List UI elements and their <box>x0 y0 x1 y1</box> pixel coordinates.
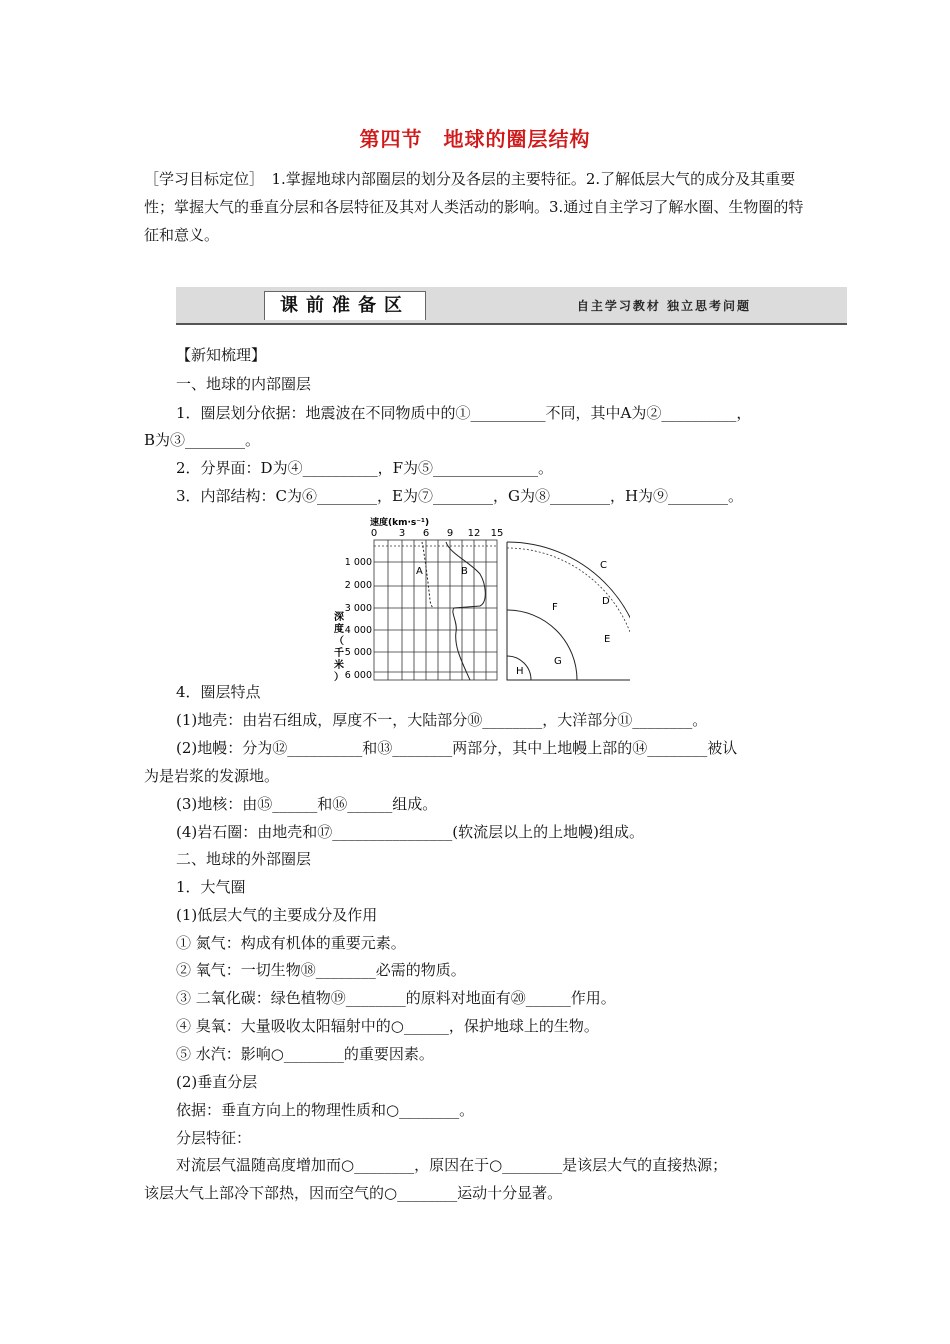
depth-char: （ <box>334 636 344 647</box>
label-f: F <box>552 602 558 613</box>
label-d: D <box>602 596 610 607</box>
question-line: 依据：垂直方向上的物理性质和○________。 <box>176 1101 475 1119</box>
label-c: C <box>600 560 607 571</box>
wave-curve-b <box>446 542 485 680</box>
question-line: 2．分界面：D为④__________，F为⑤______________。 <box>176 459 553 477</box>
speed-axis-label: 速度(km·s⁻¹) <box>370 518 430 528</box>
question-line: ④ 臭氧：大量吸收太阳辐射中的○______，保护地球上的生物。 <box>176 1017 599 1035</box>
section-title: 第四节 地球的圈层结构 <box>359 127 591 151</box>
earth-interior-figure <box>330 512 630 686</box>
question-line: B为③________。 <box>144 431 261 449</box>
x-tick: 9 <box>446 528 454 539</box>
question-line: (2)垂直分层 <box>176 1073 258 1091</box>
knowledge-heading: 【新知梳理】 <box>176 346 267 364</box>
x-tick: 6 <box>422 528 430 539</box>
question-line: ① 氮气：构成有机体的重要元素。 <box>176 934 406 952</box>
x-tick-labels <box>371 528 504 539</box>
depth-char: ） <box>334 672 344 683</box>
question-line: ⑤ 水汽：影响○________的重要因素。 <box>176 1045 434 1063</box>
y-tick: 3 000 <box>344 603 372 614</box>
question-line: (3)地核：由⑮______和⑯______组成。 <box>176 795 438 813</box>
label-g: G <box>554 656 562 667</box>
question-line: 为是岩浆的发源地。 <box>144 767 280 785</box>
x-tick: 3 <box>398 528 406 539</box>
question-line: ② 氧气：一切生物⑱________必需的物质。 <box>176 961 466 979</box>
wave-label-a: A <box>416 566 423 577</box>
question-line: 1．大气圈 <box>176 878 246 896</box>
y-tick: 6 000 <box>344 670 372 681</box>
question-line: 该层大气上部冷下部热，因而空气的○________运动十分显著。 <box>144 1184 563 1202</box>
depth-char: 深 <box>334 612 344 623</box>
grid <box>374 540 497 680</box>
section-labels <box>516 560 610 677</box>
moho-dotted-line <box>507 548 630 680</box>
question-line: (1)地壳：由岩石组成，厚度不一，大陆部分⑩________，大洋部分⑪________。 <box>176 711 708 729</box>
y-tick: 5 000 <box>344 647 372 658</box>
heading-outer-spheres: 二、地球的外部圈层 <box>176 850 312 868</box>
heading-inner-spheres: 一、地球的内部圈层 <box>176 375 312 393</box>
question-line: 3．内部结构：C为⑥________，E为⑦________，G为⑧________，H为⑨________。 <box>176 487 744 505</box>
question-line: 1．圈层划分依据：地震波在不同物质中的①__________不同，其中A为②__________， <box>176 404 752 422</box>
question-line: 分层特征： <box>176 1129 252 1147</box>
depth-char: 千 <box>334 648 344 659</box>
question-line: (2)地幔：分为⑫__________和⑬________两部分，其中上地幔上部的⑭________被认 <box>176 739 738 757</box>
x-tick: 12 <box>467 528 481 539</box>
label-h: H <box>516 666 524 677</box>
banner-title: 课前准备区 <box>264 291 426 320</box>
y-tick-labels <box>345 557 372 681</box>
question-line: (4)岩石圈：由地壳和⑰________________(软流层以上的上地幔)组成。 <box>176 823 644 841</box>
learning-objectives: ［学习目标定位］ 1.掌握地球内部圈层的划分及各层的主要特征。2.了解低层大气的成分及其重要性；掌握大气的垂直分层和各层特征及其对人类活动的影响。3.通过自主学习了解水圈、生物圈的特征和意义。 <box>144 170 804 244</box>
label-e: E <box>604 634 611 645</box>
y-tick: 4 000 <box>344 625 372 636</box>
y-tick: 1 000 <box>344 557 372 568</box>
depth-char: 米 <box>334 660 344 671</box>
banner-subtitle: 自主学习教材 独立思考问题 <box>576 299 751 313</box>
x-tick: 15 <box>490 528 504 539</box>
question-line: ③ 二氧化碳：绿色植物⑲________的原料对地面有⑳______作用。 <box>176 989 616 1007</box>
x-tick: 0 <box>370 528 378 539</box>
question-line: 对流层气温随高度增加而○________，原因在于○________是该层大气的直接热源； <box>176 1156 728 1174</box>
wave-label-b: B <box>461 566 468 577</box>
section-banner <box>176 287 847 325</box>
earth-section <box>507 542 630 680</box>
wave-curve-a <box>422 542 434 608</box>
depth-axis-label <box>333 610 344 683</box>
question-line: 4．圈层特点 <box>176 683 261 701</box>
y-tick: 2 000 <box>344 580 372 591</box>
question-line: (1)低层大气的主要成分及作用 <box>176 906 378 924</box>
depth-char: 度 <box>334 624 344 635</box>
